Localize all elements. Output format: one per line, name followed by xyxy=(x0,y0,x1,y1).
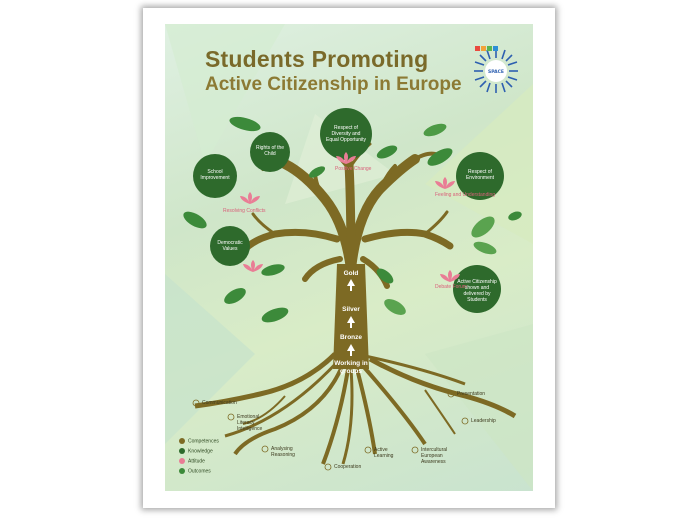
legend-competences: Competences xyxy=(179,438,219,444)
legend-outcomes-swatch xyxy=(179,468,185,474)
poster-subtitle: Active Citizenship in Europe xyxy=(205,74,462,95)
poster-title: Students Promoting xyxy=(205,46,429,72)
root-communication: Communication xyxy=(202,400,237,406)
space-logo xyxy=(471,46,521,96)
value-respect-environment: Respect of Environment xyxy=(465,169,495,181)
legend-attitude-swatch xyxy=(179,458,185,464)
root-presentation: Presentation xyxy=(457,391,486,397)
root-cooperation: Cooperation xyxy=(334,464,362,470)
root-leadership: Leadership xyxy=(471,418,496,424)
root-analysing-reasoning: Analysing Reasoning xyxy=(271,446,295,458)
level-working-in-groups: Working in groups xyxy=(334,360,368,375)
poster xyxy=(165,24,533,491)
level-silver: Silver xyxy=(342,306,360,313)
legend-competences-swatch xyxy=(179,438,185,444)
outcome-positive-change: Positive Change xyxy=(335,166,372,172)
level-gold: Gold xyxy=(343,270,359,277)
outcome-resolving-conflicts: Resolving Conflicts xyxy=(223,208,266,214)
value-school-improvement: School Improvement xyxy=(200,169,230,181)
root-active-learning: Active Learning xyxy=(374,447,394,459)
value-respect-diversity: Respect of Diversity and Equal Opportunity xyxy=(325,125,367,143)
value-active-citizenship: Active Citizenship shown and delivered by Students xyxy=(457,279,497,303)
root-emotional-literacy: Emotional Literacy Intelligence xyxy=(237,414,263,432)
legend-outcomes: Outcomes xyxy=(179,468,211,474)
root-intercultural-awareness: Intercultural European Awareness xyxy=(421,447,448,465)
legend-knowledge-swatch xyxy=(179,448,185,454)
outcome-debate-forum: Debate Forum xyxy=(435,284,467,290)
legend-attitude: Attitude xyxy=(179,458,205,464)
legend-knowledge: Knowledge xyxy=(179,448,213,454)
value-democratic-values: Democratic Values xyxy=(217,240,243,252)
svg-text:SPACE: SPACE xyxy=(488,70,504,75)
level-bronze: Bronze xyxy=(339,334,363,341)
value-rights-of-child: Rights of the Child xyxy=(255,145,285,157)
outcome-feeling-understanding: Feeling and Understanding xyxy=(435,192,496,198)
